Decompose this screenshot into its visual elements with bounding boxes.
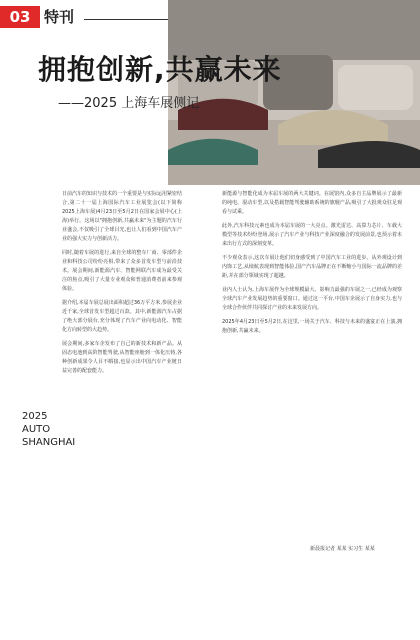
- auto-label-auto: AUTO: [22, 424, 51, 435]
- right-paragraph: 2025年4月23日至5月2日,在这里,一场关于汽车、科技与未来的盛宴正在上演,拥抱创新,共赢未来。: [222, 319, 402, 334]
- article-byline: 新晨报记者 某某 实习生 某某: [310, 546, 375, 552]
- auto-shanghai-label: [22, 410, 75, 449]
- auto-label-year: 2025: [22, 411, 48, 422]
- section-number-badge: 03: [0, 6, 40, 28]
- right-paragraph: 新能源与智能化成为本届车展的两大关键词。在展馆内,众多自主品牌展示了最新的纯电、混动车型,以及搭载智能驾驶辅助系统的旗舰产品,吸引了大批观众驻足观看与试乘。: [222, 191, 402, 215]
- section-title: 特刊: [44, 8, 75, 26]
- intro-paragraph: 同时,随着车展的进行,来自全球的整车厂商、零部件企业和科技公司纷纷亮相,带来了众多首发车型与前沿技术。展会期间,新能源汽车、智能网联汽车成为最受关注的焦点,吸引了大量专业观众和普通消费者前来参观体验。: [62, 250, 182, 292]
- article-subtitle: ——2025 上海车展侧记: [58, 96, 200, 111]
- right-paragraph: 业内人士认为,上海车展作为全球规模最大、影响力最强的车展之一,已经成为观察全球汽车产业发展趋势的重要窗口。通过这一平台,中国车企展示了自身实力,也与全球合作伙伴共同探讨产业的未来发展方向。: [222, 287, 402, 311]
- article-headline: 拥抱创新,共赢未来: [38, 53, 282, 86]
- intro-column: [62, 190, 182, 381]
- right-column: [222, 190, 402, 341]
- auto-label-city: SHANGHAI: [22, 437, 76, 448]
- right-paragraph: 不少观众表示,这次车展让他们切身感受到了中国汽车工业的进步。从外观设计到内饰工艺,从续航表现到智能体验,国产汽车品牌正在不断缩小与国际一流品牌的差距,并在部分领域实现了超越。: [222, 255, 402, 279]
- intro-paragraph: 据介绍,本届车展总展出面积超过36万平方米,参展企业近千家,全球首发车型超过百款。其中,新能源汽车占据了绝大部分展台,充分体现了汽车产业向电动化、智能化方向转型的大趋势。: [62, 300, 182, 333]
- intro-paragraph: 日前汽车的知识与技术的一个重要是与实际运用紧密结合,第二十一届上海国际汽车工业展览会(以下简称2025上海车展)4月23日至5月2日在国家会展中心(上海)举行。这场以"拥抱创新,共赢未来"为主题的汽车行业盛会,不仅吸引了全球目光,也让人们看到中国汽车产业的强大实力与创新活力。: [62, 191, 183, 242]
- auto-show-photo: [168, 0, 420, 185]
- right-paragraph: 此外,汽车科技元素也成为本届车展的一大亮点。激光雷达、高算力芯片、车载大模型等技术纷纷登场,展示了汽车产业与科技产业深度融合的发展前景,也预示着未来出行方式的深刻变革。: [222, 223, 402, 247]
- intro-paragraph: 展会期间,多家车企发布了自己的新技术和新产品。从固态电池到高阶智能驾驶,从智能座舱到一体化压铸,各种创新成果令人目不暇接,也显示出中国汽车产业链日益完善的配套能力。: [62, 341, 182, 374]
